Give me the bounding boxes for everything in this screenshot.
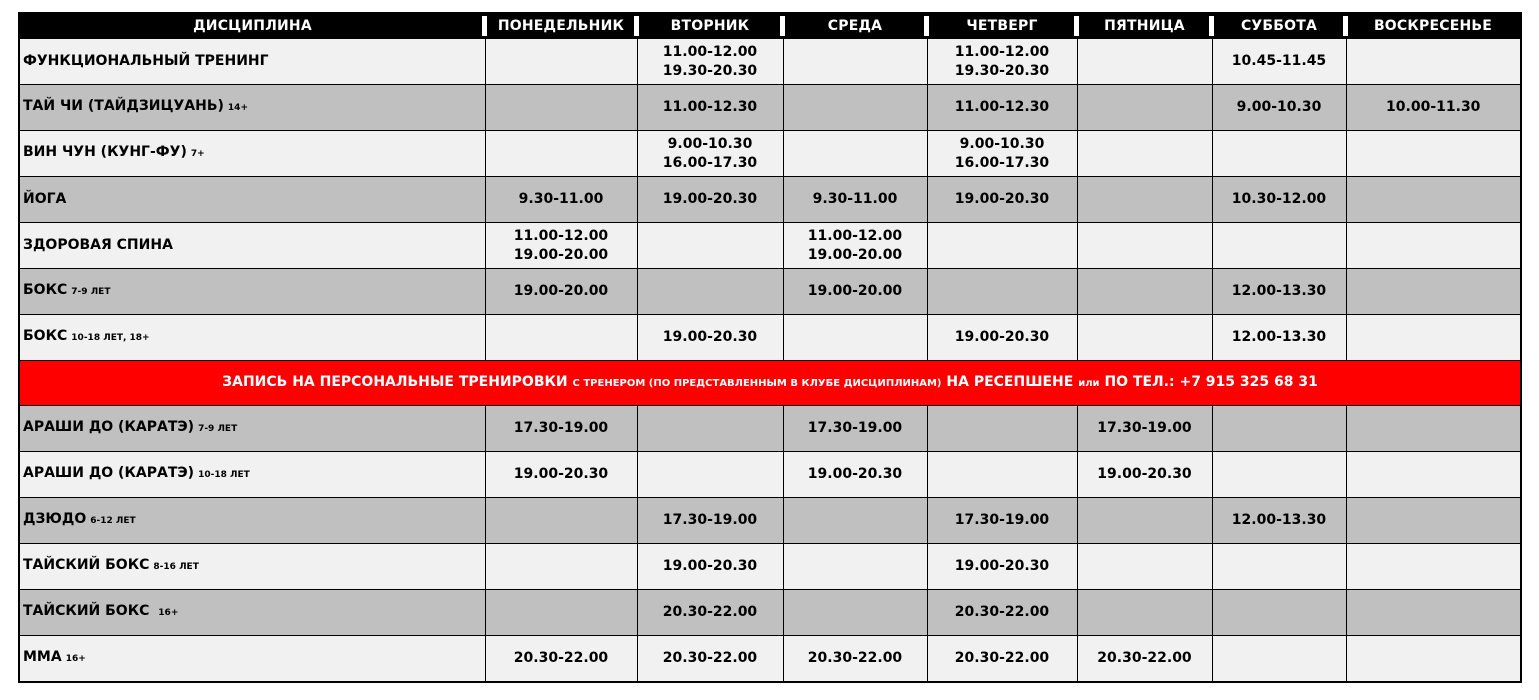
schedule-row — [19, 590, 1521, 636]
time-cell-friday — [1077, 590, 1212, 636]
discipline-cell — [19, 636, 485, 682]
time-cell-friday: 19.00-20.30 — [1077, 452, 1212, 498]
time-cell-sunday — [1346, 177, 1521, 223]
time-cell-saturday — [1212, 452, 1346, 498]
time-cell-thursday — [927, 406, 1077, 452]
time-cell-sunday — [1346, 315, 1521, 361]
discipline-cell — [19, 406, 485, 452]
discipline-name: БОКС — [23, 328, 68, 344]
banner-part3: НА РЕСЕПШЕНЕ — [946, 374, 1074, 390]
time-cell-monday: 19.00-20.30 — [485, 452, 637, 498]
time-cell-wednesday: 9.30-11.00 — [783, 177, 927, 223]
schedule-row — [19, 223, 1521, 269]
time-cell-friday: 17.30-19.00 — [1077, 406, 1212, 452]
time-cell-friday — [1077, 85, 1212, 131]
time-cell-friday — [1077, 315, 1212, 361]
schedule-row — [19, 177, 1521, 223]
schedule-container — [18, 12, 1520, 683]
time-cell-wednesday — [783, 315, 927, 361]
time-cell-sunday: 10.00-11.30 — [1346, 85, 1521, 131]
banner-part2: С ТРЕНЕРОМ (ПО ПРЕДСТАВЛЕННЫМ В КЛУБЕ ДИСЦИПЛИНАМ) — [572, 378, 942, 389]
discipline-name: ФУНКЦИОНАЛЬНЫЙ ТРЕНИНГ — [23, 53, 269, 69]
schedule-row — [19, 131, 1521, 177]
discipline-cell — [19, 177, 485, 223]
time-cell-sunday — [1346, 590, 1521, 636]
time-cell-monday — [485, 315, 637, 361]
schedule-row — [19, 269, 1521, 315]
time-cell-wednesday — [783, 39, 927, 85]
time-cell-tuesday: 11.00-12.30 — [637, 85, 783, 131]
time-cell-monday: 19.00-20.00 — [485, 269, 637, 315]
time-cell-wednesday — [783, 131, 927, 177]
personal-training-banner — [19, 361, 1521, 406]
schedule-body — [19, 39, 1521, 682]
discipline-name: ЗДОРОВАЯ СПИНА — [23, 237, 173, 253]
time-cell-wednesday — [783, 590, 927, 636]
time-cell-sunday — [1346, 39, 1521, 85]
time-cell-monday — [485, 590, 637, 636]
time-cell-thursday — [927, 269, 1077, 315]
time-cell-tuesday: 17.30-19.00 — [637, 498, 783, 544]
time-cell-wednesday — [783, 544, 927, 590]
time-cell-tuesday: 11.00-12.00 19.30-20.30 — [637, 39, 783, 85]
time-cell-friday: 20.30-22.00 — [1077, 636, 1212, 682]
time-cell-monday: 20.30-22.00 — [485, 636, 637, 682]
time-cell-thursday: 11.00-12.00 19.30-20.30 — [927, 39, 1077, 85]
time-cell-wednesday: 17.30-19.00 — [783, 406, 927, 452]
discipline-age: 16+ — [158, 608, 179, 618]
time-cell-tuesday — [637, 269, 783, 315]
discipline-name: ДЗЮДО — [23, 511, 87, 527]
header-sunday: ВОСКРЕСЕНЬЕ — [1346, 13, 1521, 39]
discipline-name: ТАЙСКИЙ БОКС — [23, 603, 155, 619]
schedule-row — [19, 85, 1521, 131]
header-discipline: ДИСЦИПЛИНА — [19, 13, 485, 39]
discipline-age: 10-18 ЛЕТ, 18+ — [71, 333, 150, 343]
header-monday: ПОНЕДЕЛЬНИК — [485, 13, 637, 39]
discipline-name: ММА — [23, 648, 62, 665]
time-cell-wednesday: 20.30-22.00 — [783, 636, 927, 682]
time-cell-saturday — [1212, 406, 1346, 452]
time-cell-tuesday: 19.00-20.30 — [637, 544, 783, 590]
time-cell-friday — [1077, 131, 1212, 177]
time-cell-friday — [1077, 39, 1212, 85]
discipline-name: АРАШИ ДО (КАРАТЭ) — [23, 465, 195, 481]
time-cell-thursday: 19.00-20.30 — [927, 177, 1077, 223]
time-cell-sunday — [1346, 131, 1521, 177]
time-cell-tuesday: 9.00-10.30 16.00-17.30 — [637, 131, 783, 177]
time-cell-tuesday — [637, 406, 783, 452]
time-cell-wednesday: 19.00-20.00 — [783, 269, 927, 315]
discipline-name: ЙОГА — [23, 191, 67, 207]
time-cell-sunday — [1346, 406, 1521, 452]
discipline-age: 16+ — [65, 653, 86, 664]
banner-part5: ПО ТЕЛ.: +7 915 325 68 31 — [1104, 374, 1318, 390]
time-cell-tuesday — [637, 223, 783, 269]
time-cell-thursday: 17.30-19.00 — [927, 498, 1077, 544]
time-cell-saturday: 9.00-10.30 — [1212, 85, 1346, 131]
discipline-age: 14+ — [227, 103, 248, 113]
schedule-row — [19, 39, 1521, 85]
time-cell-sunday — [1346, 269, 1521, 315]
time-cell-thursday: 19.00-20.30 — [927, 544, 1077, 590]
discipline-cell — [19, 39, 485, 85]
schedule-row — [19, 544, 1521, 590]
time-cell-saturday — [1212, 636, 1346, 682]
time-cell-wednesday — [783, 498, 927, 544]
time-cell-sunday — [1346, 452, 1521, 498]
header-saturday: СУББОТА — [1212, 13, 1346, 39]
time-cell-saturday — [1212, 590, 1346, 636]
discipline-age: 7+ — [190, 149, 205, 159]
header-tuesday: ВТОРНИК — [637, 13, 783, 39]
discipline-name: ТАЙСКИЙ БОКС — [23, 557, 150, 573]
time-cell-friday — [1077, 498, 1212, 544]
discipline-name: ТАЙ ЧИ (ТАЙДЗИЦУАНЬ) — [23, 98, 224, 114]
time-cell-tuesday: 19.00-20.30 — [637, 177, 783, 223]
discipline-cell — [19, 590, 485, 636]
schedule-row — [19, 498, 1521, 544]
time-cell-thursday: 19.00-20.30 — [927, 315, 1077, 361]
time-cell-sunday — [1346, 636, 1521, 682]
time-cell-saturday: 12.00-13.30 — [1212, 269, 1346, 315]
time-cell-tuesday: 20.30-22.00 — [637, 590, 783, 636]
time-cell-thursday — [927, 223, 1077, 269]
time-cell-monday — [485, 131, 637, 177]
discipline-age: 7-9 ЛЕТ — [198, 424, 238, 434]
discipline-age: 7-9 ЛЕТ — [71, 287, 111, 297]
time-cell-monday — [485, 39, 637, 85]
schedule-row — [19, 452, 1521, 498]
discipline-cell — [19, 315, 485, 361]
time-cell-tuesday: 19.00-20.30 — [637, 315, 783, 361]
time-cell-sunday — [1346, 544, 1521, 590]
time-cell-tuesday — [637, 452, 783, 498]
time-cell-friday — [1077, 544, 1212, 590]
time-cell-saturday: 12.00-13.30 — [1212, 315, 1346, 361]
time-cell-monday: 11.00-12.00 19.00-20.00 — [485, 223, 637, 269]
discipline-cell — [19, 498, 485, 544]
discipline-name: БОКС — [23, 282, 68, 298]
time-cell-saturday — [1212, 223, 1346, 269]
schedule-table — [18, 12, 1522, 683]
header-row — [19, 13, 1521, 39]
time-cell-saturday: 12.00-13.30 — [1212, 498, 1346, 544]
time-cell-thursday: 20.30-22.00 — [927, 590, 1077, 636]
discipline-cell — [19, 85, 485, 131]
time-cell-sunday — [1346, 498, 1521, 544]
time-cell-wednesday: 11.00-12.00 19.00-20.00 — [783, 223, 927, 269]
discipline-cell — [19, 544, 485, 590]
discipline-age: 10-18 ЛЕТ — [198, 470, 250, 480]
time-cell-saturday — [1212, 131, 1346, 177]
time-cell-wednesday: 19.00-20.30 — [783, 452, 927, 498]
time-cell-friday — [1077, 269, 1212, 315]
time-cell-thursday — [927, 452, 1077, 498]
schedule-row — [19, 636, 1521, 682]
time-cell-tuesday: 20.30-22.00 — [637, 636, 783, 682]
time-cell-monday — [485, 498, 637, 544]
header-friday: ПЯТНИЦА — [1077, 13, 1212, 39]
time-cell-monday — [485, 544, 637, 590]
banner-part4: или — [1078, 378, 1100, 389]
discipline-age: 8-16 ЛЕТ — [153, 562, 199, 572]
time-cell-friday — [1077, 223, 1212, 269]
discipline-cell — [19, 131, 485, 177]
banner-text — [19, 361, 1521, 406]
time-cell-monday: 17.30-19.00 — [485, 406, 637, 452]
discipline-cell — [19, 223, 485, 269]
time-cell-thursday: 20.30-22.00 — [927, 636, 1077, 682]
time-cell-saturday: 10.45-11.45 — [1212, 39, 1346, 85]
time-cell-saturday — [1212, 544, 1346, 590]
time-cell-sunday — [1346, 223, 1521, 269]
schedule-row — [19, 315, 1521, 361]
time-cell-thursday: 9.00-10.30 16.00-17.30 — [927, 131, 1077, 177]
schedule-row — [19, 406, 1521, 452]
time-cell-thursday: 11.00-12.30 — [927, 85, 1077, 131]
time-cell-friday — [1077, 177, 1212, 223]
discipline-name: ВИН ЧУН (КУНГ-ФУ) — [23, 144, 187, 160]
banner-part1: ЗАПИСЬ НА ПЕРСОНАЛЬНЫЕ ТРЕНИРОВКИ — [222, 374, 568, 390]
discipline-cell — [19, 452, 485, 498]
time-cell-monday — [485, 85, 637, 131]
discipline-age: 6-12 ЛЕТ — [90, 516, 136, 526]
header-wednesday: СРЕДА — [783, 13, 927, 39]
discipline-name: АРАШИ ДО (КАРАТЭ) — [23, 419, 195, 435]
discipline-cell — [19, 269, 485, 315]
time-cell-wednesday — [783, 85, 927, 131]
time-cell-monday: 9.30-11.00 — [485, 177, 637, 223]
header-thursday: ЧЕТВЕРГ — [927, 13, 1077, 39]
time-cell-saturday: 10.30-12.00 — [1212, 177, 1346, 223]
